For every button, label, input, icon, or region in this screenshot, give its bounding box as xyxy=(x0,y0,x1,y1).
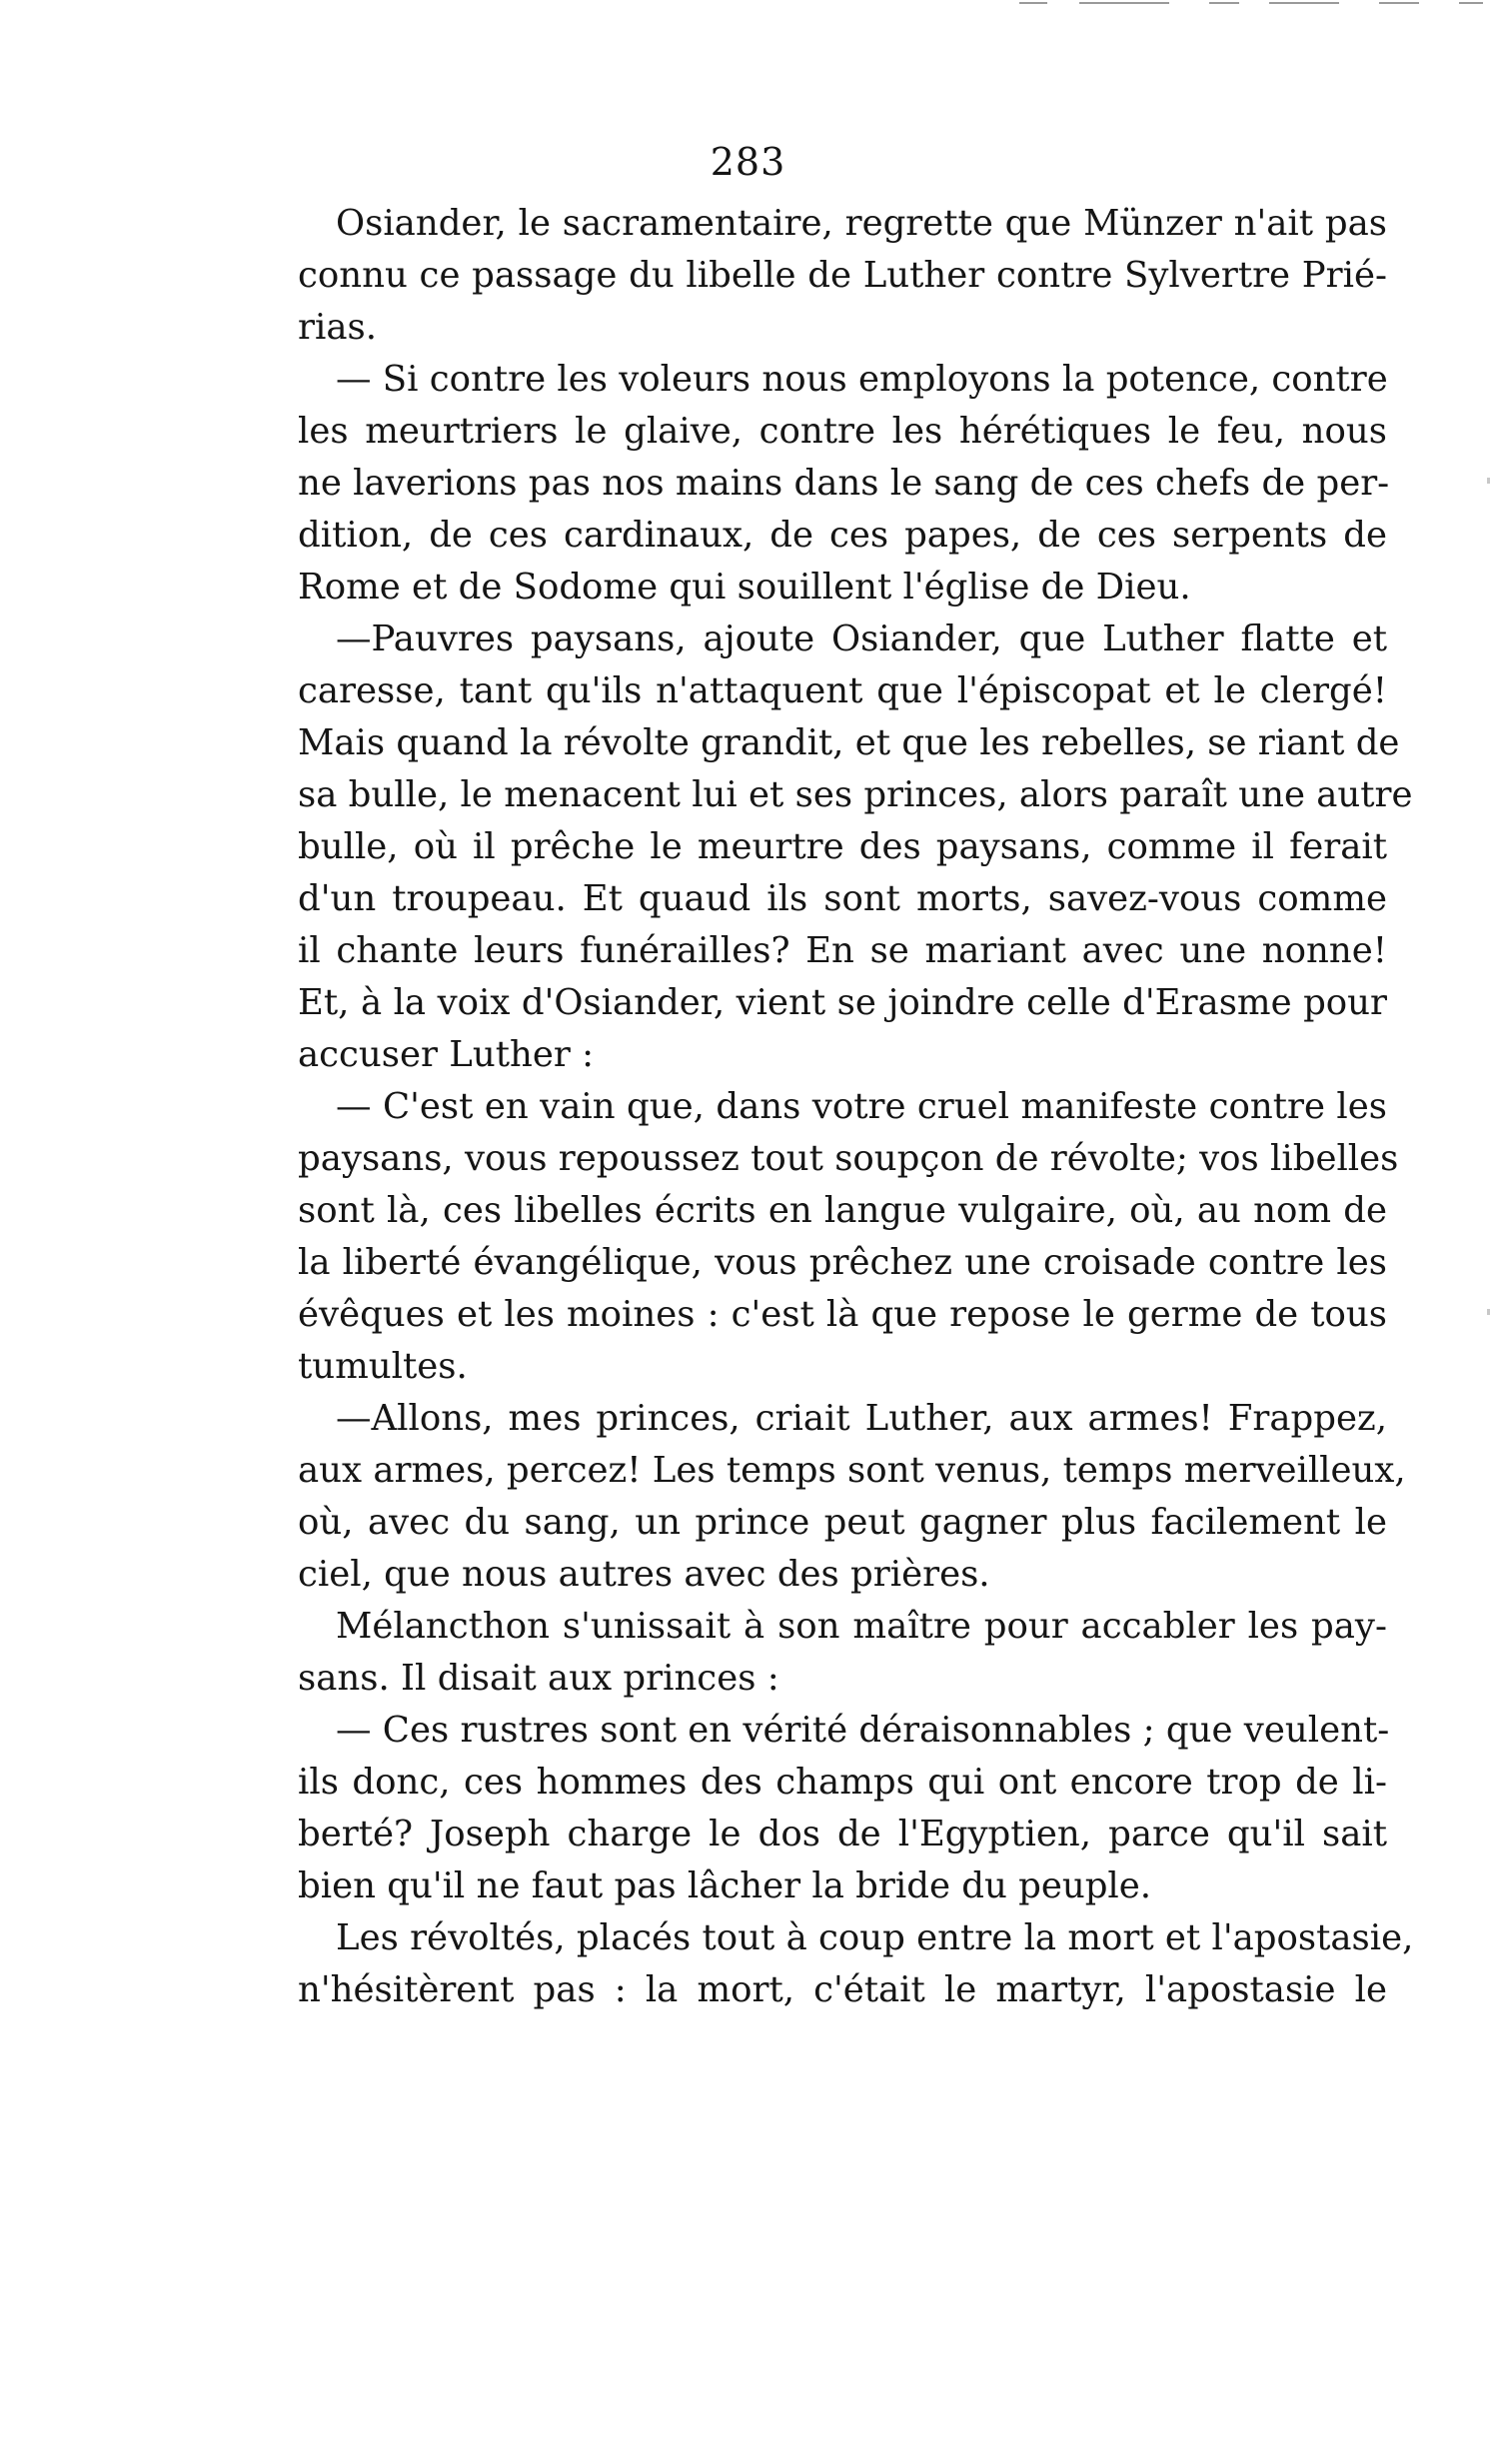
text-line: sont là, ces libelles écrits en langue vulgaire, où, au nom de xyxy=(298,1190,1387,1231)
text-line: connu ce passage du libelle de Luther contre Sylvertre Prié- xyxy=(298,255,1387,296)
scan-speck xyxy=(1487,1309,1490,1315)
text-line: tumultes. xyxy=(298,1346,468,1387)
text-line: accuser Luther : xyxy=(298,1034,595,1075)
text-line: ciel, que nous autres avec des prières. xyxy=(298,1554,990,1595)
text-line: ne laverions pas nos mains dans le sang de ces chefs de per- xyxy=(298,463,1390,504)
text-line: — Si contre les voleurs nous employons la potence, contre xyxy=(336,359,1388,400)
text-line: bien qu'il ne faut pas lâcher la bride du peuple. xyxy=(298,1865,1152,1906)
text-line: n'hésitèrent pas : la mort, c'était le martyr, l'apostasie le xyxy=(298,1969,1387,2010)
text-line: il chante leurs funérailles? En se mariant avec une nonne! xyxy=(298,930,1387,971)
text-line: caresse, tant qu'ils n'attaquent que l'épiscopat et le clergé! xyxy=(298,670,1387,711)
text-line: paysans, vous repoussez tout soupçon de révolte; vos libelles xyxy=(298,1138,1399,1179)
text-line: — Ces rustres sont en vérité déraisonnables ; que veulent- xyxy=(336,1710,1390,1751)
text-line: d'un troupeau. Et quaud ils sont morts, savez-vous comme xyxy=(298,878,1387,919)
text-line: bulle, où il prêche le meurtre des paysans, comme il ferait xyxy=(298,826,1387,867)
scan-edge-marks xyxy=(1019,0,1489,8)
text-line: Les révoltés, placés tout à coup entre la mort et l'apostasie, xyxy=(336,1917,1414,1958)
text-line: où, avec du sang, un prince peut gagner plus facilement le xyxy=(298,1502,1387,1543)
text-line: évêques et les moines : c'est là que repose le germe de tous xyxy=(298,1294,1387,1335)
page-number: 283 xyxy=(710,140,786,184)
text-line: rias. xyxy=(298,307,377,348)
text-line: sans. Il disait aux princes : xyxy=(298,1658,779,1699)
text-line: —Allons, mes princes, criait Luther, aux armes! Frappez, xyxy=(336,1398,1387,1439)
scan-speck xyxy=(1487,478,1490,484)
text-line: berté? Joseph charge le dos de l'Egyptien, parce qu'il sait xyxy=(298,1814,1387,1854)
text-line: aux armes, percez! Les temps sont venus, temps merveilleux, xyxy=(298,1450,1406,1491)
text-line: Rome et de Sodome qui souillent l'église de Dieu. xyxy=(298,567,1191,608)
text-line: dition, de ces cardinaux, de ces papes, de ces serpents de xyxy=(298,515,1387,556)
text-line: les meurtriers le glaive, contre les hérétiques le feu, nous xyxy=(298,411,1387,452)
text-line: — C'est en vain que, dans votre cruel manifeste contre les xyxy=(336,1086,1387,1127)
text-line: Et, à la voix d'Osiander, vient se joindre celle d'Erasme pour xyxy=(298,982,1387,1023)
text-line: la liberté évangélique, vous prêchez une croisade contre les xyxy=(298,1242,1387,1283)
text-line: Mélancthon s'unissait à son maître pour accabler les pay- xyxy=(336,1606,1387,1647)
body-text xyxy=(298,198,1414,2016)
text-line: —Pauvres paysans, ajoute Osiander, que Luther flatte et xyxy=(336,618,1387,659)
text-line: Mais quand la révolte grandit, et que les rebelles, se riant de xyxy=(298,722,1400,763)
text-line: ils donc, ces hommes des champs qui ont encore trop de li- xyxy=(298,1762,1387,1803)
text-line: sa bulle, le menacent lui et ses princes, alors paraît une autre xyxy=(298,774,1413,815)
text-line: Osiander, le sacramentaire, regrette que Münzer n'ait pas xyxy=(336,203,1387,244)
